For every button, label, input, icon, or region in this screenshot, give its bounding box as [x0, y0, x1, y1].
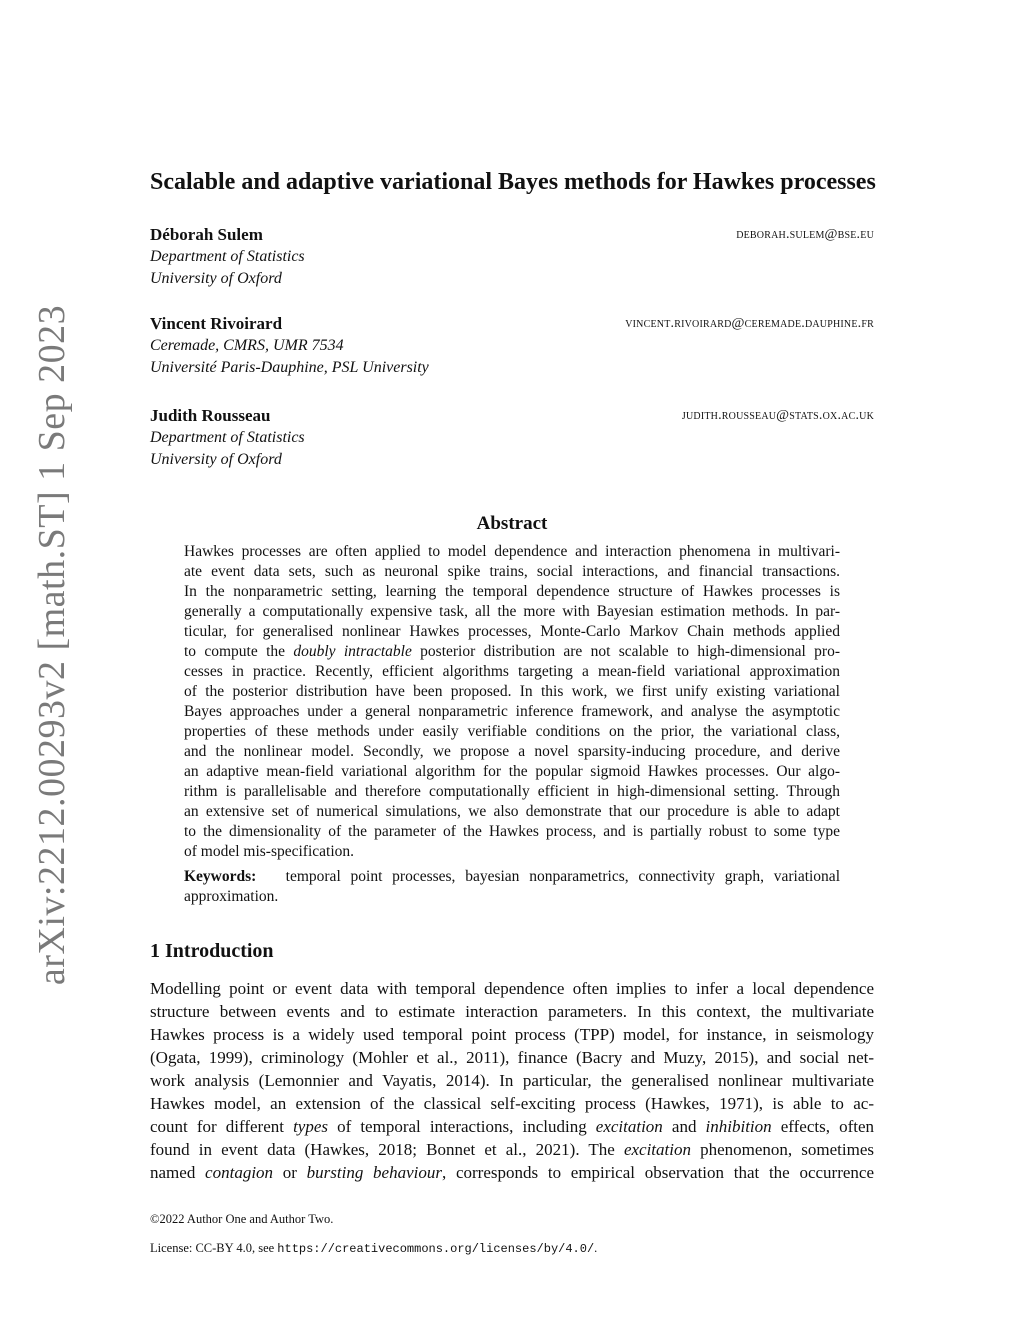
abstract-line: generally a computationally expensive task, all the more with Bayesian estimation methods. In par-: [184, 603, 840, 620]
license-link[interactable]: https://creativecommons.org/licenses/by/4.0/: [277, 1242, 595, 1256]
abstract-line: Bayes approaches under a general nonparametric inference framework, and analyse the asymptotic: [184, 703, 840, 720]
abstract-body: [184, 542, 840, 862]
abstract-line: cesses in practice. Recently, efficient algorithms targeting a mean-field variational approximation: [184, 663, 840, 680]
abstract-line: properties of these methods under easily verifiable conditions on the prior, the variational class,: [184, 723, 840, 740]
abstract-text-segment: posterior distribution are not scalable to high-dimensional pro-: [411, 643, 840, 660]
abstract-line: to the dimensionality of the parameter of the Hawkes process, and is partially robust to some type: [184, 823, 840, 840]
author-email[interactable]: judith.rousseau@stats.ox.ac.uk: [681, 408, 874, 423]
keywords-text: temporal point processes, bayesian nonparametrics, connectivity graph, variational: [285, 868, 840, 885]
abstract-line: ate event data sets, such as neuronal spike trains, social interactions, and financial transactions.: [184, 563, 840, 580]
intro-line: Hawkes process is a widely used temporal point process (TPP) model, for instance, in seismology: [150, 1025, 874, 1044]
intro-text-segment: , corresponds to empirical observation that the occurrence: [442, 1163, 874, 1182]
abstract-line: an adaptive mean-field variational algorithm for the popular sigmoid Hawkes processes. Our algo-: [184, 763, 840, 780]
author-block: [150, 224, 874, 290]
keywords-block: [184, 867, 840, 907]
author-affiliation: University of Oxford: [150, 270, 282, 287]
abstract-text-segment: to compute the: [184, 643, 294, 660]
intro-line: [150, 1138, 874, 1161]
author-block: [150, 313, 874, 379]
intro-line: (Ogata, 1999), criminology (Mohler et al., 2011), finance (Bacry and Muzy, 2015), and social net-: [150, 1048, 874, 1067]
intro-emphasis: types: [293, 1117, 328, 1136]
abstract-line: Hawkes processes are often applied to model dependence and interaction phenomena in multivari-: [184, 543, 840, 560]
arxiv-identifier[interactable]: arXiv:2212.00293v2 [math.ST] 1 Sep 2023: [31, 304, 73, 986]
intro-text-segment: phenomenon, sometimes: [690, 1140, 874, 1159]
intro-emphasis: contagion: [205, 1163, 274, 1182]
author-name: Judith Rousseau: [150, 406, 271, 425]
author-affiliation: Ceremade, CMRS, UMR 7534: [150, 337, 344, 354]
author-email[interactable]: vincent.rivoirard@ceremade.dauphine.fr: [625, 316, 874, 331]
intro-text-segment: and: [662, 1117, 706, 1136]
intro-emphasis: bursting behaviour: [306, 1163, 442, 1182]
intro-emphasis: excitation: [595, 1117, 663, 1136]
intro-text-segment: effects, often: [771, 1117, 874, 1136]
keywords-line: approximation.: [184, 888, 279, 905]
abstract-line: of the posterior distribution have been proposed. In this work, we first unify existing variational: [184, 683, 840, 700]
introduction-body: [150, 977, 874, 1184]
intro-text-segment: found in event data (Hawkes, 2018; Bonnet et al., 2021). The: [150, 1140, 624, 1159]
abstract-line: ticular, for generalised nonlinear Hawkes processes, Monte-Carlo Markov Chain methods applied: [184, 623, 840, 640]
intro-line: Modelling point or event data with temporal dependence often implies to infer a local dependence: [150, 979, 874, 998]
intro-text-segment: or: [273, 1163, 307, 1182]
author-name: Vincent Rivoirard: [150, 314, 283, 333]
section-heading: 1 Introduction: [150, 940, 274, 962]
abstract-line: rithm is parallelisable and therefore computationally efficient in high-dimensional setting. Through: [184, 783, 840, 800]
abstract-line: of model mis-specification.: [184, 843, 355, 860]
keywords-line: [184, 867, 840, 887]
license-notice: [150, 1239, 874, 1258]
author-affiliation: University of Oxford: [150, 451, 282, 468]
copyright-notice: ©2022 Author One and Author Two.: [150, 1212, 334, 1226]
intro-text-segment: named: [150, 1163, 206, 1182]
author-affiliation: Department of Statistics: [150, 429, 305, 446]
footer: [150, 1210, 874, 1258]
intro-emphasis: inhibition: [705, 1117, 772, 1136]
intro-text-segment: count for different: [150, 1117, 294, 1136]
abstract-line: and the nonlinear model. Secondly, we propose a novel sparsity-inducing procedure, and derive: [184, 743, 840, 760]
abstract-heading: Abstract: [476, 513, 548, 534]
author-block: [150, 405, 874, 471]
author-email[interactable]: deborah.sulem@bse.eu: [736, 227, 874, 242]
abstract-line: an extensive set of numerical simulations, we also demonstrate that our procedure is able to adapt: [184, 803, 840, 820]
intro-text-segment: of temporal interactions, including: [328, 1117, 596, 1136]
intro-emphasis: excitation: [623, 1140, 691, 1159]
abstract-line: [184, 642, 840, 662]
intro-line: structure between events and to estimate interaction parameters. In this context, the multivariate: [150, 1002, 874, 1021]
author-affiliation: Department of Statistics: [150, 248, 305, 265]
intro-line: Hawkes model, an extension of the classical self-exciting process (Hawkes, 1971), is able to ac-: [150, 1094, 874, 1113]
abstract-line: In the nonparametric setting, learning the temporal dependence structure of Hawkes processes is: [184, 583, 840, 600]
author-affiliation: Université Paris-Dauphine, PSL University: [150, 359, 429, 376]
intro-line: [150, 1115, 874, 1138]
keywords-label: Keywords:: [184, 868, 257, 885]
license-suffix: .: [594, 1241, 598, 1255]
license-prefix: License: CC-BY 4.0, see: [150, 1241, 278, 1255]
abstract-emphasis: doubly intractable: [293, 643, 412, 660]
intro-line: work analysis (Lemonnier and Vayatis, 2014). In particular, the generalised nonlinear multivariate: [150, 1071, 874, 1090]
intro-line: [150, 1161, 874, 1184]
paper-title: Scalable and adaptive variational Bayes methods for Hawkes processes: [150, 169, 876, 195]
author-name: Déborah Sulem: [150, 225, 263, 244]
